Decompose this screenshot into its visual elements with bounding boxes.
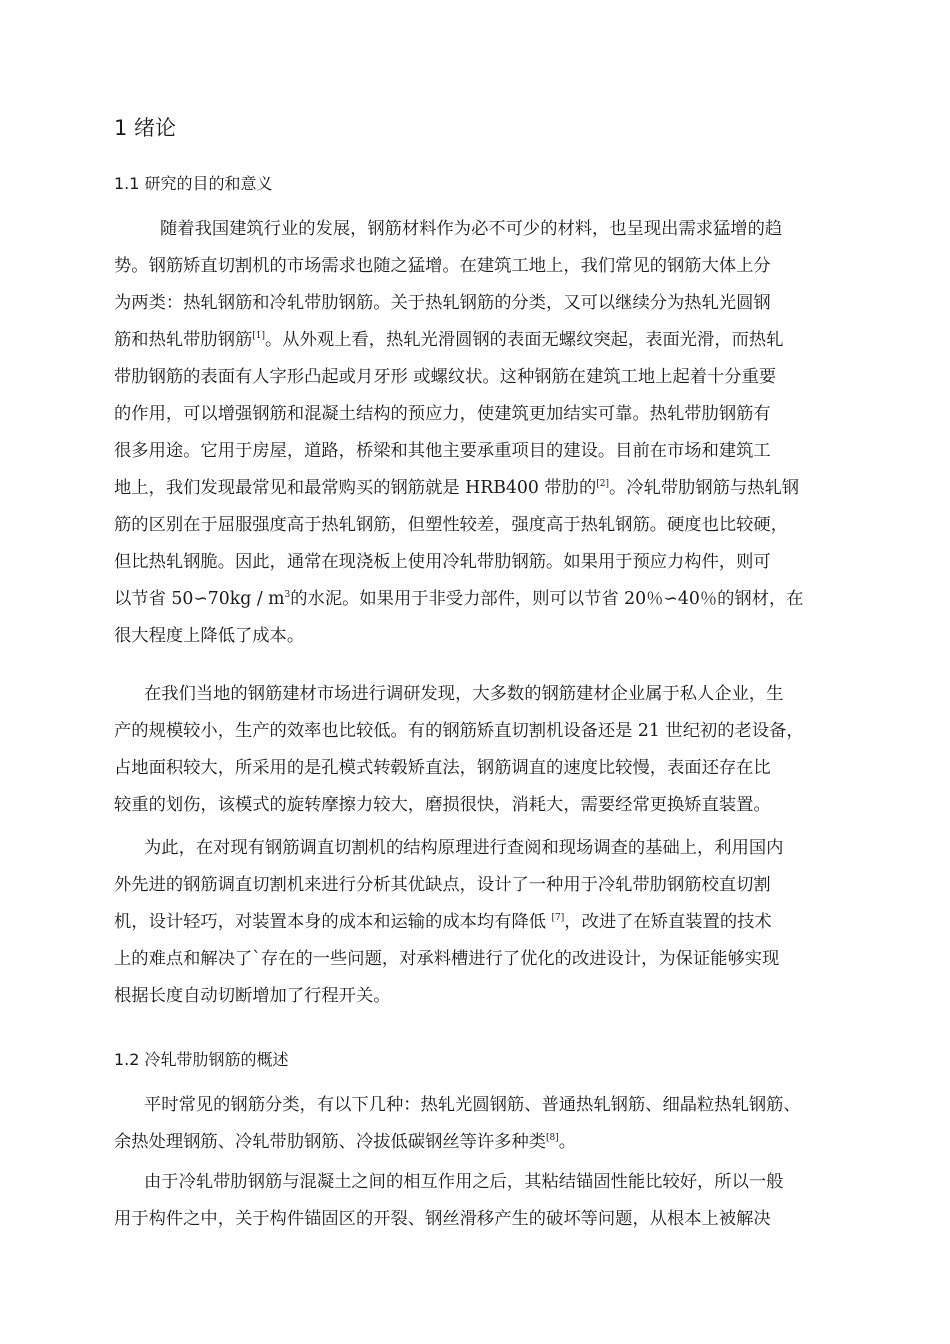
section-heading-1-2: 1.2 冷轧带肋钢筋的概述 xyxy=(114,1050,289,1069)
paragraph-1-1-c xyxy=(114,830,864,1015)
text-line xyxy=(114,470,864,507)
superscript-3: 3 xyxy=(284,590,291,601)
text-line: 势。钢筋矫直切割机的市场需求也随之猛增。在建筑工地上，我们常见的钢筋大体上分 xyxy=(114,256,771,276)
text-line xyxy=(114,904,864,941)
paragraph-1-2-a xyxy=(114,1087,864,1161)
text-line: 较重的划伤，该模式的旋转摩擦力较大，磨损很快，消耗大，需要经常更换矫直装置。 xyxy=(114,795,771,815)
citation-7: [7] xyxy=(551,913,565,924)
chapter-heading: 1 绪论 xyxy=(114,116,177,140)
text-line: 占地面积较大，所采用的是孔模式转毂矫直法，钢筋调直的速度比较慢，表面还存在比 xyxy=(114,758,771,778)
text-line: 为两类：热轧钢筋和冷轧带肋钢筋。关于热轧钢筋的分类，又可以继续分为热轧光圆钢 xyxy=(114,293,771,313)
text-line: 的作用，可以增强钢筋和混凝土结构的预应力，使建筑更加结实可靠。热轧带肋钢筋有 xyxy=(114,404,771,424)
citation-1: [1] xyxy=(252,331,266,342)
citation-2: [2] xyxy=(596,479,609,490)
text-segment: 余热处理钢筋、冷轧带肋钢筋、冷拔低碳钢丝等许多种类 xyxy=(114,1132,547,1152)
text-line: 但比热轧钢脆。因此，通常在现浇板上使用冷轧带肋钢筋。如果用于预应力构件，则可 xyxy=(114,552,771,572)
text-line: 为此，在对现有钢筋调直切割机的结构原理进行查阅和现场调查的基础上，利用国内 xyxy=(144,838,784,858)
text-line: 很多用途。它用于房屋，道路，桥梁和其他主要承重项目的建设。目前在市场和建筑工 xyxy=(114,441,771,461)
citation-8: [8] xyxy=(546,1133,559,1144)
text-line: 随着我国建筑行业的发展，钢筋材料作为必不可少的材料，也呈现出需求猛增的趋 xyxy=(160,219,783,239)
text-segment: 地上，我们发现最常见和最常购买的钢筋就是 HRB400 带肋的 xyxy=(114,478,597,498)
text-line xyxy=(114,1124,864,1161)
text-line: 外先进的钢筋调直切割机来进行分析其优缺点，设计了一种用于冷轧带肋钢筋校直切割 xyxy=(114,875,771,895)
text-segment: 。 xyxy=(558,1132,577,1152)
paragraph-1-1-b xyxy=(114,676,864,824)
text-segment: ，改进了在矫直装置的技术 xyxy=(564,912,772,932)
text-segment: 以节省 50∽70kg / m xyxy=(114,589,285,609)
text-line: 平时常见的钢筋分类，有以下几种：热轧光圆钢筋、普通热轧钢筋、细晶粒热轧钢筋、 xyxy=(144,1095,801,1115)
paragraph-1-2-b xyxy=(114,1164,864,1238)
text-line: 由于冷轧带肋钢筋与混凝土之间的相互作用之后，其粘结锚固性能比较好，所以一般 xyxy=(144,1172,784,1192)
text-line: 用于构件之中，关于构件锚固区的开裂、钢丝滑移产生的破坏等问题，从根本上被解决 xyxy=(114,1209,771,1229)
text-segment: 。冷轧带肋钢筋与热轧钢 xyxy=(608,478,800,498)
text-segment: 机，设计轻巧，对装置本身的成本和运输的成本均有降低 xyxy=(114,912,552,932)
text-line: 在我们当地的钢筋建材市场进行调研发现，大多数的钢筋建材企业属于私人企业，生 xyxy=(144,684,784,704)
paragraph-1-1-a xyxy=(114,211,864,655)
text-segment: 筋和热轧带肋钢筋 xyxy=(114,330,253,350)
text-line: 很大程度上降低了成本。 xyxy=(114,626,305,646)
text-line: 根据长度自动切断增加了行程开关。 xyxy=(114,986,391,1006)
text-segment: 。从外观上看，热轧光滑圆钢的表面无螺纹突起，表面光滑，而热轧 xyxy=(265,330,784,350)
text-line: 筋的区别在于屈服强度高于热轧钢筋，但塑性较差，强度高于热轧钢筋。硬度也比较硬， xyxy=(114,515,788,535)
section-heading-1-1: 1.1 研究的目的和意义 xyxy=(114,174,273,193)
text-line xyxy=(114,581,864,618)
text-line: 产的规模较小，生产的效率也比较低。有的钢筋矫直切割机设备还是 21 世纪初的老设备， xyxy=(114,721,804,741)
text-line: 上的难点和解决了`存在的一些问题，对承料槽进行了优化的改进设计，为保证能够实现 xyxy=(114,949,780,969)
text-line xyxy=(114,322,864,359)
text-segment: 的水泥。如果用于非受力部件，则可以节省 20％∽40％的钢材，在 xyxy=(290,589,804,609)
text-line: 带肋钢筋的表面有人字形凸起或月牙形 或螺纹状。这种钢筋在建筑工地上起着十分重要 xyxy=(114,367,777,387)
